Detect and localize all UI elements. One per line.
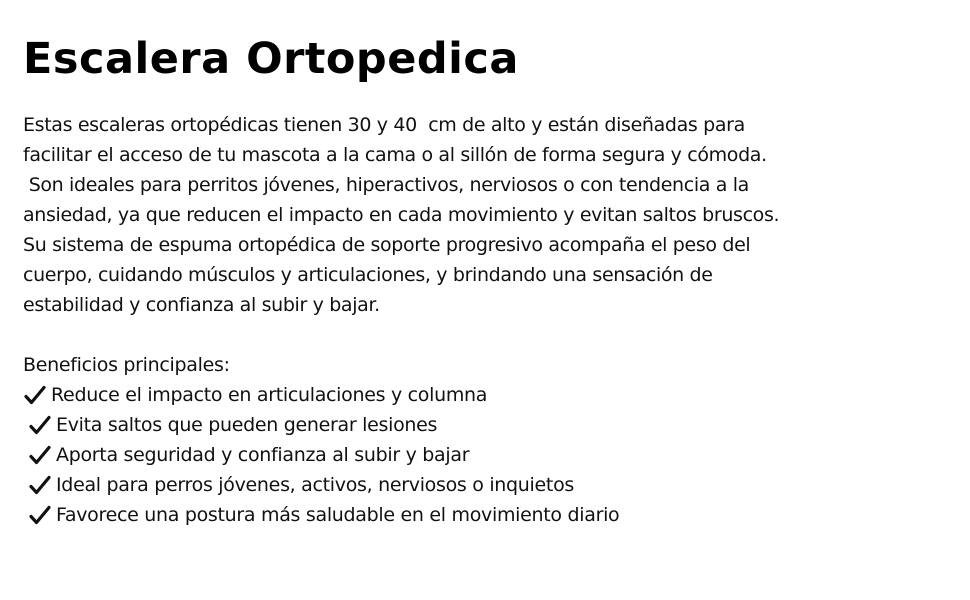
benefits-list [23,380,943,530]
description-line: cuerpo, cuidando músculos y articulaciones, y brindando una sensación de [23,264,713,286]
check-mark-icon [28,473,52,497]
benefit-text: Aporta seguridad y confianza al subir y bajar [56,444,470,466]
product-description [23,110,943,320]
benefit-item [23,500,943,530]
description-line: Su sistema de espuma ortopédica de soporte progresivo acompaña el peso del [23,234,751,256]
check-mark-icon [23,383,47,407]
benefits-section [23,350,943,530]
check-mark-icon [28,503,52,527]
benefit-text: Evita saltos que pueden generar lesiones [56,414,438,436]
description-line: Son ideales para perritos jóvenes, hiperactivos, nerviosos o con tendencia a la [23,174,749,196]
benefit-item [23,380,943,410]
benefit-item [23,410,943,440]
benefit-text: Ideal para perros jóvenes, activos, nerviosos o inquietos [56,474,574,496]
check-mark-icon [28,413,52,437]
check-mark-icon [28,443,52,467]
description-line: estabilidad y confianza al subir y bajar. [23,294,380,316]
benefit-text: Reduce el impacto en articulaciones y columna [51,384,488,406]
page-title: Escalera Ortopedica [23,34,519,84]
description-line: facilitar el acceso de tu mascota a la cama o al sillón de forma segura y cómoda. [23,144,767,166]
benefit-item [23,470,943,500]
benefit-text: Favorece una postura más saludable en el movimiento diario [56,504,620,526]
benefit-item [23,440,943,470]
product-description-page [23,30,943,530]
description-line: ansiedad, ya que reducen el impacto en cada movimiento y evitan saltos bruscos. [23,204,780,226]
description-line: Estas escaleras ortopédicas tienen 30 y 40 cm de alto y están diseñadas para [23,114,745,136]
benefits-heading: Beneficios principales: [23,354,230,376]
